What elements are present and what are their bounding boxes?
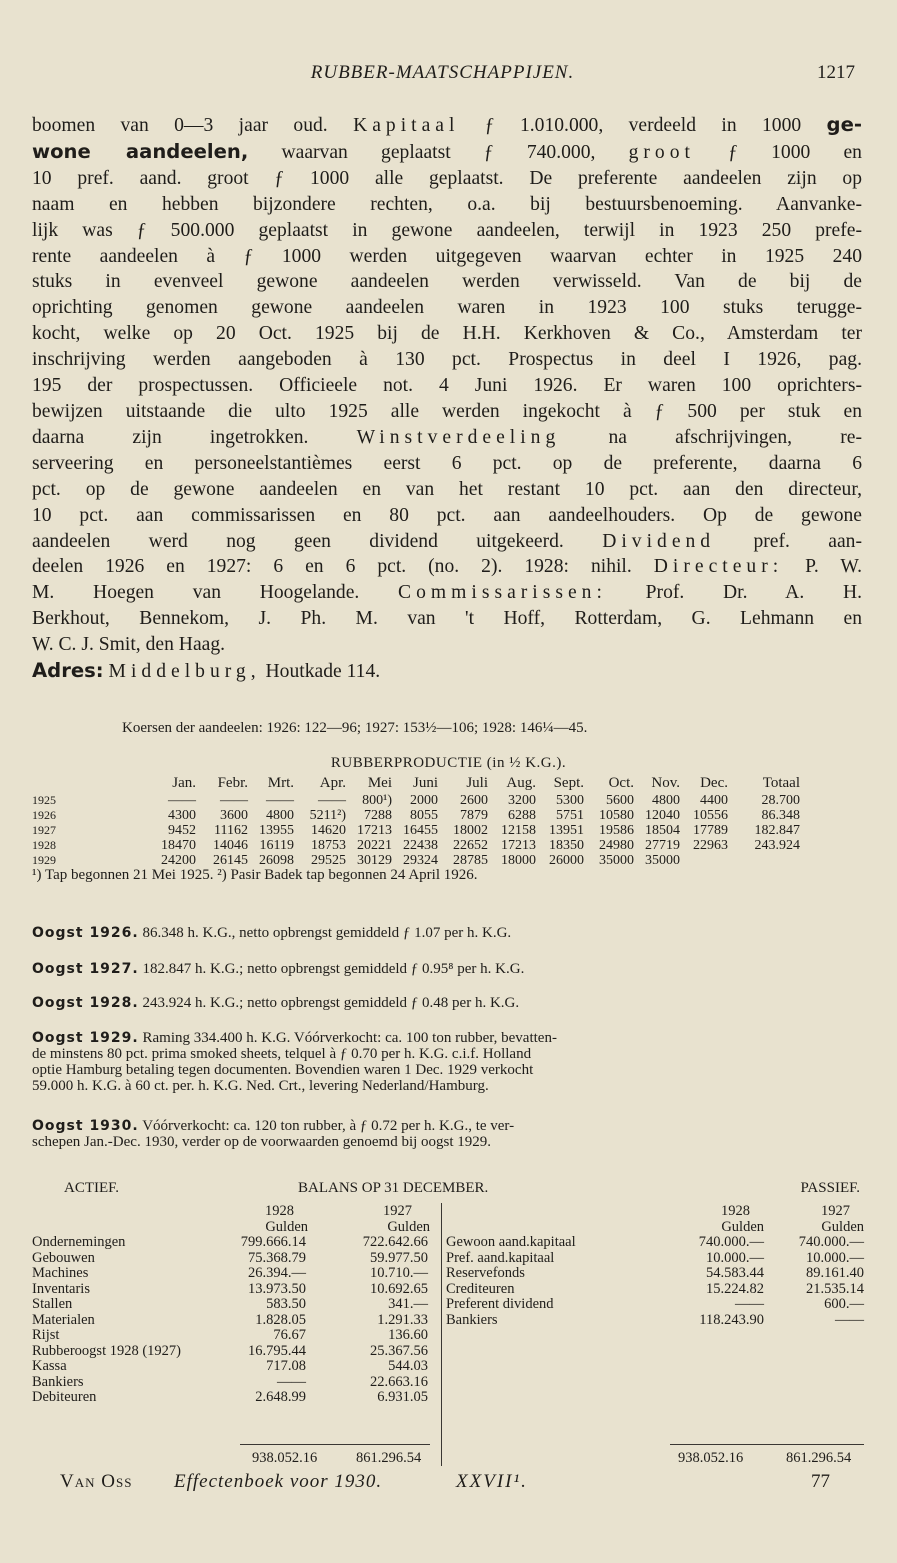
balance-liabilities: [446, 1203, 864, 1327]
assets-total-1927: 861.296.54: [356, 1450, 422, 1466]
production-year: 1926: [32, 808, 56, 822]
production-cell: 26098: [259, 853, 294, 868]
spaced-term: Middelburg,: [108, 661, 261, 683]
text-run: oprichting genomen gewone aandeelen waren in 1923 100 stuks terugge-: [32, 297, 862, 319]
column-header: Juni: [412, 775, 438, 791]
asset-row: [32, 1343, 442, 1359]
text-line: [32, 451, 862, 477]
asset-value-1928: 76.67: [273, 1327, 306, 1343]
production-cell: 10580: [599, 808, 634, 823]
liability-value-1927: 89.161.40: [806, 1265, 864, 1281]
text-run: daarna zijn ingetrokken.: [32, 426, 357, 448]
production-cell: 18753: [311, 838, 346, 853]
production-cell: 86.348: [761, 808, 800, 823]
text-line: [32, 218, 862, 244]
harvest-line: [32, 1134, 864, 1150]
text-run: rente aandeelen à ƒ 1000 werden uitgegeven waarvan echter in 1925 240: [32, 245, 862, 267]
text-line: [32, 192, 862, 218]
column-header: Oct.: [608, 775, 634, 791]
page-footer: [32, 1471, 864, 1501]
asset-value-1928: 2.648.99: [255, 1389, 306, 1405]
asset-value-1927: 25.367.56: [370, 1342, 428, 1359]
asset-name: Debiteuren: [32, 1389, 97, 1405]
liabilities-currency-1928: Gulden: [721, 1218, 764, 1235]
production-cell: 35000: [599, 853, 634, 868]
asset-name: Materialen: [32, 1311, 95, 1328]
liability-name: Bankiers: [446, 1311, 498, 1328]
production-cell: 18350: [549, 838, 584, 853]
liabilities-year-header: [446, 1203, 864, 1219]
liability-value-1927: 10.000.—: [806, 1249, 864, 1266]
text-line: [32, 554, 862, 580]
harvest-text: Vóórverkocht: ca. 120 ton rubber, à ƒ 0.72 per h. K.G., te ver-: [142, 1118, 515, 1134]
liability-row: [446, 1234, 864, 1250]
column-header: Mei: [367, 775, 392, 791]
production-cell: 16119: [259, 838, 294, 853]
asset-row: [32, 1374, 442, 1390]
actief-label: ACTIEF.: [64, 1180, 120, 1196]
bold-term: Adres:: [32, 659, 104, 683]
production-cell: ——: [266, 793, 294, 808]
production-cell: 17213: [357, 823, 392, 838]
asset-value-1927: 10.692.65: [370, 1280, 428, 1297]
liability-name: Crediteuren: [446, 1280, 515, 1297]
spaced-term: groot: [628, 141, 695, 163]
production-cell: 30129: [357, 853, 392, 868]
harvest-note: [32, 995, 864, 1011]
asset-value-1928: ——: [277, 1373, 306, 1390]
harvest-line: [32, 1078, 864, 1094]
harvest-text: Raming 334.400 h. K.G. Vóórverkocht: ca. 100 ton rubber, bevatten-: [142, 1030, 557, 1046]
production-cell: 29525: [311, 853, 346, 868]
harvest-text: 182.847 h. K.G.; netto opbrengst gemiddeld ƒ 0.95⁸ per h. K.G.: [142, 961, 525, 977]
production-cell: 17213: [501, 838, 536, 853]
asset-value-1927: 6.931.05: [377, 1389, 428, 1405]
harvest-line: [32, 995, 864, 1011]
production-cell: 5211²): [309, 808, 346, 823]
text-line: [32, 399, 862, 425]
production-row: [32, 793, 864, 808]
harvest-label: Oogst 1926.: [32, 925, 139, 941]
production-cell: 35000: [645, 853, 680, 868]
liability-value-1927: 600.—: [824, 1296, 864, 1312]
harvest-text: 243.924 h. K.G.; netto opbrengst gemiddeld ƒ 0.48 per h. K.G.: [142, 995, 520, 1011]
asset-value-1927: 59.977.50: [370, 1249, 428, 1266]
liability-row: [446, 1312, 864, 1328]
production-cell: 29324: [403, 853, 438, 868]
production-cell: 4300: [168, 808, 196, 823]
spaced-term: Dividend: [602, 530, 716, 552]
liability-row: [446, 1265, 864, 1281]
footer-volume: XXVII¹.: [456, 1471, 528, 1492]
production-cell: 6288: [508, 808, 536, 823]
text-line: [32, 373, 862, 399]
production-cell: 800¹): [362, 793, 392, 808]
liability-value-1928: 10.000.—: [706, 1249, 764, 1266]
text-line: [32, 477, 862, 503]
assets-year-1928: 1928: [265, 1203, 294, 1219]
liability-name: Preferent dividend: [446, 1296, 554, 1312]
assets-currency-header: [32, 1219, 442, 1235]
production-row: [32, 808, 864, 823]
text-run: lijk was ƒ 500.000 geplaatst in gewone aandeelen, terwijl in 1923 250 prefe-: [32, 219, 862, 241]
asset-name: Kassa: [32, 1358, 67, 1374]
production-year: 1929: [32, 853, 56, 867]
production-row: [32, 823, 864, 838]
spaced-term: Winstverdeeling: [356, 426, 561, 448]
production-year: 1928: [32, 838, 56, 852]
asset-value-1928: 16.795.44: [248, 1342, 306, 1359]
production-cell: 14046: [213, 838, 248, 853]
harvest-line: [32, 1046, 864, 1062]
production-row: [32, 838, 864, 853]
production-row: [32, 853, 864, 868]
asset-value-1927: 1.291.33: [377, 1311, 428, 1328]
production-cell: 20221: [357, 838, 392, 853]
asset-row: [32, 1296, 442, 1312]
company-description: [32, 112, 862, 685]
text-run: 10 pct. aan commissarissen en 80 pct. aan aandeelhouders. Op de gewone: [32, 504, 862, 526]
text-run: na afschrijvingen, re-: [560, 426, 862, 448]
harvest-text: 86.348 h. K.G., netto opbrengst gemiddeld ƒ 1.07 per h. K.G.: [142, 925, 512, 941]
asset-value-1928: 26.394.—: [248, 1265, 306, 1281]
text-line: [32, 580, 862, 606]
asset-value-1927: 22.663.16: [370, 1373, 428, 1390]
production-cell: 5751: [556, 808, 584, 823]
spaced-term: Commissarissen:: [398, 582, 607, 604]
text-line: [32, 606, 862, 632]
asset-value-1928: 1.828.05: [255, 1311, 306, 1328]
passief-label: PASSIEF.: [800, 1180, 860, 1196]
liabilities-year-1927: 1927: [821, 1203, 850, 1219]
liabilities-year-1928: 1928: [721, 1203, 750, 1219]
assets-year-header: [32, 1203, 442, 1219]
liability-row: [446, 1281, 864, 1297]
assets-total-rule: [240, 1444, 430, 1445]
production-header-row: [32, 775, 864, 793]
production-cell: 8055: [410, 808, 438, 823]
production-cell: 3600: [220, 808, 248, 823]
liability-name: Gewoon aand.kapitaal: [446, 1234, 576, 1250]
text-run: inschrijving werden aangeboden à 130 pct. Prospectus in deel I 1926, pag.: [32, 349, 862, 371]
text-run: 195 der prospectussen. Officieele not. 4 Juni 1926. Er waren 100 oprichters-: [32, 375, 862, 397]
asset-value-1927: 341.—: [388, 1296, 428, 1312]
production-cell: 9452: [168, 823, 196, 838]
asset-name: Ondernemingen: [32, 1234, 126, 1250]
text-run: pref. aan-: [715, 530, 862, 552]
asset-row: [32, 1234, 442, 1250]
asset-name: Inventaris: [32, 1280, 90, 1297]
text-run: ƒ 1.010.000, verdeeld in 1000: [459, 115, 827, 136]
text-line: [32, 529, 862, 555]
asset-value-1928: 717.08: [266, 1358, 306, 1374]
production-cell: 18002: [453, 823, 488, 838]
production-cell: 5300: [556, 793, 584, 808]
harvest-text: de minstens 80 pct. prima smoked sheets, telquel à ƒ 0.70 per h. K.G. c.i.f. Holland: [32, 1046, 532, 1062]
production-cell: 24200: [161, 853, 196, 868]
asset-row: [32, 1250, 442, 1266]
text-run: P. W.: [783, 556, 862, 578]
production-footnote: ¹) Tap begonnen 21 Mei 1925. ²) Pasir Badek tap begonnen 24 April 1926.: [32, 867, 478, 883]
production-cell: ——: [168, 793, 196, 808]
footer-publisher: Van Oss: [60, 1471, 133, 1492]
text-run: kocht, welke op 20 Oct. 1925 bij de H.H. Kerkhoven & Co., Amsterdam ter: [32, 323, 862, 345]
production-cell: 3200: [508, 793, 536, 808]
harvest-label: Oogst 1927.: [32, 961, 139, 977]
liability-value-1927: ——: [835, 1311, 864, 1328]
liabilities-total-1928: 938.052.16: [678, 1450, 744, 1466]
harvest-text: 59.000 h. K.G. à 60 ct. per. h. K.G. Ned. Crt., levering Nederland/Hamburg.: [32, 1078, 489, 1094]
production-cell: 27719: [645, 838, 680, 853]
production-cell: 16455: [403, 823, 438, 838]
asset-name: Stallen: [32, 1296, 73, 1312]
text-run: stuks in evenveel gewone aandeelen werden verwisseld. Van de bij de: [32, 271, 862, 293]
liability-value-1927: 740.000.—: [798, 1234, 864, 1250]
asset-value-1927: 10.710.—: [370, 1265, 428, 1281]
text-line: [32, 632, 862, 658]
liability-value-1928: ——: [735, 1296, 764, 1312]
text-line: [32, 139, 862, 166]
liabilities-total-1927: 861.296.54: [786, 1450, 852, 1466]
column-header: Jan.: [172, 775, 196, 791]
production-cell: 7288: [364, 808, 392, 823]
harvest-note: [32, 961, 864, 977]
production-cell: 18000: [501, 853, 536, 868]
production-cell: 22652: [453, 838, 488, 853]
harvest-label: Oogst 1930.: [32, 1118, 139, 1134]
production-cell: 26145: [213, 853, 248, 868]
asset-value-1927: 544.03: [388, 1358, 428, 1374]
asset-name: Machines: [32, 1265, 89, 1281]
production-cell: 243.924: [754, 838, 800, 853]
balance-divider: [441, 1203, 442, 1466]
production-cell: 28.700: [761, 793, 800, 808]
liabilities-total-rule: [670, 1444, 864, 1445]
asset-value-1927: 136.60: [388, 1327, 428, 1343]
production-cell: 22438: [403, 838, 438, 853]
liability-value-1928: 118.243.90: [699, 1311, 764, 1328]
column-header: Aug.: [506, 775, 536, 791]
harvest-line: [32, 925, 864, 941]
text-line: [32, 166, 862, 192]
production-cell: 18504: [645, 823, 680, 838]
liability-name: Pref. aand.kapitaal: [446, 1249, 555, 1266]
harvest-note: [32, 925, 864, 941]
balance-assets: [32, 1203, 442, 1405]
asset-row: [32, 1265, 442, 1281]
text-run: bewijzen uitstaande die ulto 1925 alle werden ingekocht à ƒ 500 per stuk en: [32, 400, 862, 422]
harvest-label: Oogst 1929.: [32, 1030, 139, 1046]
assets-currency-1927: Gulden: [387, 1218, 430, 1235]
running-title: RUBBER-MAATSCHAPPIJEN.: [310, 62, 575, 83]
liability-value-1928: 54.583.44: [706, 1265, 764, 1281]
asset-row: [32, 1327, 442, 1343]
text-run: deelen 1926 en 1927: 6 en 6 pct. (no. 2). 1928: nihil.: [32, 556, 654, 578]
production-cell: 12040: [645, 808, 680, 823]
asset-name: Bankiers: [32, 1373, 84, 1390]
harvest-text: schepen Jan.-Dec. 1930, verder op de voorwaarden genoemd bij oogst 1929.: [32, 1134, 492, 1150]
asset-value-1928: 13.973.50: [248, 1280, 306, 1297]
spaced-term: Directeur:: [653, 556, 784, 578]
production-cell: 2600: [460, 793, 488, 808]
text-run: Berkhout, Bennekom, J. Ph. M. van 't Hoff, Rotterdam, G. Lehmann en: [32, 608, 862, 630]
column-header: Dec.: [700, 775, 728, 791]
column-header: Juli: [466, 775, 488, 791]
assets-total-1928: 938.052.16: [252, 1450, 318, 1466]
production-cell: 17789: [693, 823, 728, 838]
harvest-line: [32, 1030, 864, 1046]
balance-title: BALANS OP 31 DECEMBER.: [298, 1180, 489, 1196]
production-cell: 14620: [311, 823, 346, 838]
column-header: Mrt.: [267, 775, 294, 791]
text-line: [32, 112, 862, 139]
page-number: 1217: [817, 62, 855, 83]
share-prices: Koersen der aandeelen: 1926: 122—96; 1927: 153½—106; 1928: 146¼—45.: [122, 720, 588, 736]
asset-name: Rubberoogst 1928 (1927): [32, 1342, 182, 1359]
text-run: waarvan geplaatst ƒ 740.000,: [248, 141, 629, 163]
column-header: Totaal: [762, 775, 800, 791]
asset-row: [32, 1389, 442, 1405]
asset-value-1928: 799.666.14: [240, 1234, 306, 1250]
asset-value-1928: 583.50: [266, 1296, 306, 1312]
liability-row: [446, 1296, 864, 1312]
production-cell: 18470: [161, 838, 196, 853]
harvest-line: [32, 961, 864, 977]
column-header: Apr.: [319, 775, 346, 791]
harvest-label: Oogst 1928.: [32, 995, 139, 1011]
liability-value-1928: 15.224.82: [706, 1280, 764, 1297]
production-cell: 2000: [410, 793, 438, 808]
text-run: naam en hebben bijzondere rechten, o.a. bij bestuursbenoeming. Aanvanke-: [32, 193, 862, 215]
production-cell: 13955: [259, 823, 294, 838]
text-run: W. C. J. Smit, den Haag.: [32, 634, 226, 656]
production-cell: 28785: [453, 853, 488, 868]
production-cell: 10556: [693, 808, 728, 823]
harvest-line: [32, 1062, 864, 1078]
text-run: 10 pref. aand. groot ƒ 1000 alle geplaatst. De preferente aandeelen zijn op: [32, 167, 862, 189]
bold-term: wone aandeelen,: [32, 139, 249, 163]
production-cell: ——: [318, 793, 346, 808]
harvest-line: [32, 1118, 864, 1134]
production-cell: 5600: [606, 793, 634, 808]
production-cell: 11162: [214, 823, 248, 838]
text-line: [32, 425, 862, 451]
liability-value-1927: 21.535.14: [806, 1280, 864, 1297]
asset-value-1927: 722.642.66: [362, 1234, 428, 1250]
production-cell: 7879: [460, 808, 488, 823]
production-cell: 22963: [693, 838, 728, 853]
production-cell: 4800: [266, 808, 294, 823]
harvest-note: [32, 1118, 864, 1150]
assets-currency-1928: Gulden: [265, 1218, 308, 1235]
balance-heading: [32, 1180, 864, 1200]
text-run: pct. op de gewone aandeelen en van het restant 10 pct. aan den directeur,: [32, 478, 862, 500]
spaced-term: Kapitaal: [353, 115, 460, 136]
column-header: Nov.: [651, 775, 680, 791]
column-header: Febr.: [217, 775, 248, 791]
text-line: [32, 269, 862, 295]
harvest-text: optie Hamburg betaling tegen documenten. Bovendien waren 1 Dec. 1929 verkocht: [32, 1062, 534, 1078]
text-line: [32, 244, 862, 270]
production-cell: 24980: [599, 838, 634, 853]
text-run: Prof. Dr. A. H.: [606, 582, 862, 604]
liabilities-currency-1927: Gulden: [821, 1218, 864, 1235]
asset-name: Rijst: [32, 1327, 60, 1343]
liability-name: Reservefonds: [446, 1265, 525, 1281]
text-line: [32, 347, 862, 373]
text-run: aandeelen werd nog geen dividend uitgekeerd.: [32, 530, 603, 552]
text-line: [32, 295, 862, 321]
text-run: Houtkade 114.: [260, 661, 381, 683]
bold-term: ge-: [826, 113, 862, 136]
production-cell: 182.847: [754, 823, 800, 838]
asset-row: [32, 1281, 442, 1297]
production-cell: 4800: [652, 793, 680, 808]
asset-row: [32, 1312, 442, 1328]
production-cell: 13951: [549, 823, 584, 838]
liability-value-1928: 740.000.—: [698, 1234, 764, 1250]
production-cell: 12158: [501, 823, 536, 838]
asset-name: Gebouwen: [32, 1249, 95, 1266]
production-cell: 19586: [599, 823, 634, 838]
text-run: ƒ 1000 en: [694, 141, 862, 163]
asset-value-1928: 75.368.79: [248, 1249, 306, 1266]
text-line: [32, 658, 862, 685]
text-run: boomen van 0—3 jaar oud.: [32, 115, 354, 136]
liability-row: [446, 1250, 864, 1266]
footer-book: Effectenboek voor 1930.: [174, 1471, 383, 1492]
production-cell: 4400: [700, 793, 728, 808]
asset-row: [32, 1358, 442, 1374]
assets-year-1927: 1927: [383, 1203, 412, 1219]
text-line: [32, 321, 862, 347]
production-year: 1925: [32, 793, 56, 807]
harvest-note: [32, 1030, 864, 1094]
liabilities-currency-header: [446, 1219, 864, 1235]
production-table-title: RUBBERPRODUCTIE (in ½ K.G.).: [330, 755, 567, 771]
text-run: serveering en personeelstantièmes eerst 6 pct. op de preferente, daarna 6: [32, 452, 862, 474]
production-cell: 26000: [549, 853, 584, 868]
footer-sheet: 77: [811, 1471, 830, 1492]
page-header: [30, 62, 855, 90]
production-cell: ——: [220, 793, 248, 808]
production-table: [32, 775, 864, 868]
production-year: 1927: [32, 823, 56, 837]
column-header: Sept.: [553, 775, 584, 791]
text-run: M. Hoegen van Hoogelande.: [32, 582, 399, 604]
text-line: [32, 503, 862, 529]
